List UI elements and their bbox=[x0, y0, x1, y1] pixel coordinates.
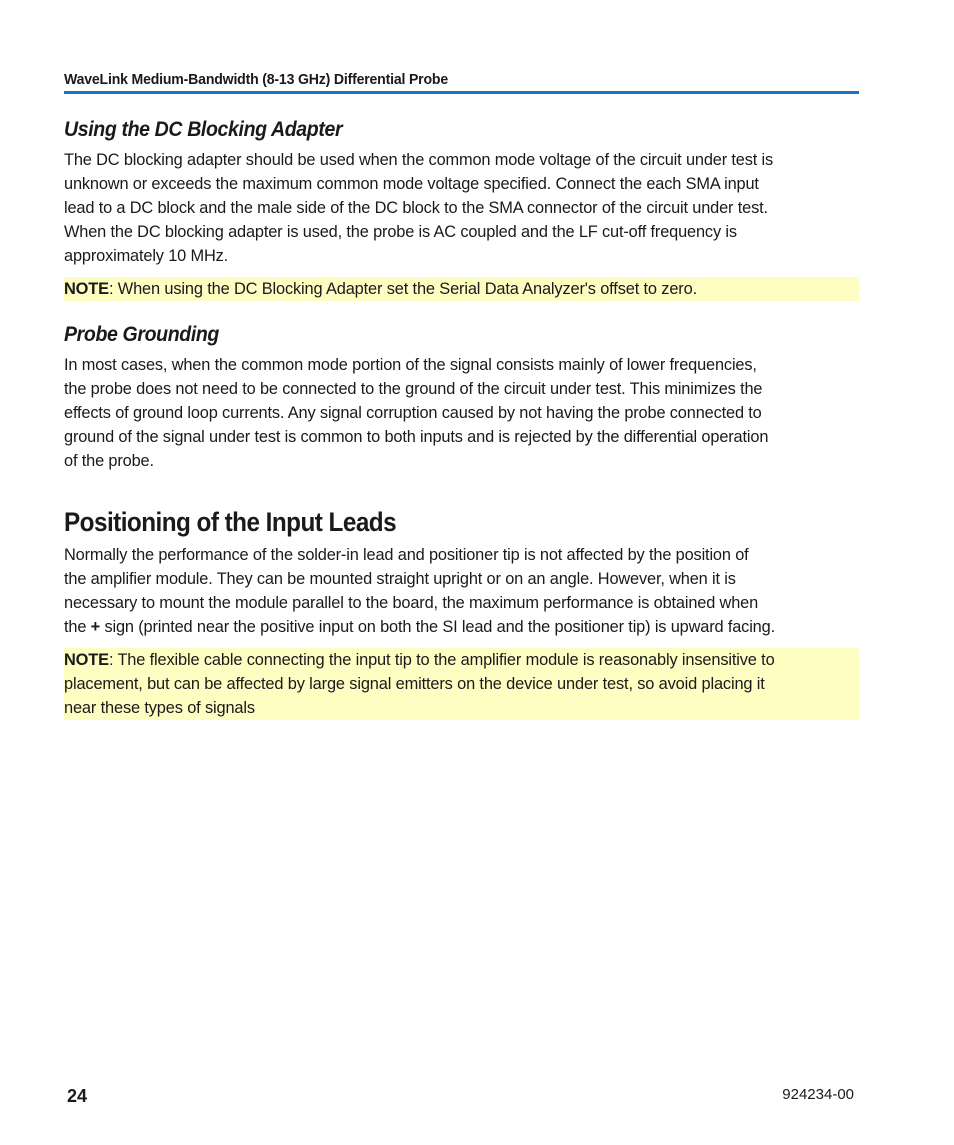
note-label: NOTE bbox=[64, 651, 109, 669]
note-line bbox=[64, 648, 859, 672]
paragraph-line: The DC blocking adapter should be used when the common mode voltage of the circuit under test is bbox=[64, 151, 774, 169]
note-positioning bbox=[64, 648, 859, 720]
paragraph-line: of the probe. bbox=[64, 452, 154, 470]
paragraph-line: effects of ground loop currents. Any signal corruption caused by not having the probe connected to bbox=[64, 404, 762, 422]
plus-sign: + bbox=[90, 618, 101, 636]
paragraph-probe-grounding bbox=[64, 353, 862, 473]
paragraph-line bbox=[64, 615, 860, 639]
heading-dc-blocking-adapter: Using the DC Blocking Adapter bbox=[64, 118, 343, 141]
note-line: placement, but can be affected by large signal emitters on the device under test, so avoid placing it bbox=[64, 675, 765, 693]
note-line: near these types of signals bbox=[64, 699, 255, 717]
document-number: 924234-00 bbox=[782, 1086, 854, 1103]
paragraph-line: ground of the signal under test is common to both inputs and is rejected by the differential operation bbox=[64, 428, 769, 446]
paragraph-line: Normally the performance of the solder-in lead and positioner tip is not affected by the position of bbox=[64, 546, 749, 564]
heading-positioning-input-leads: Positioning of the Input Leads bbox=[64, 507, 397, 537]
paragraph-line: unknown or exceeds the maximum common mode voltage specified. Connect the each SMA input bbox=[64, 175, 759, 193]
paragraph-line: approximately 10 MHz. bbox=[64, 247, 229, 265]
text-run: the bbox=[64, 618, 91, 636]
page-number: 24 bbox=[67, 1086, 88, 1106]
paragraph-line: lead to a DC block and the male side of the DC block to the SMA connector of the circuit under test. bbox=[64, 199, 768, 217]
heading-probe-grounding: Probe Grounding bbox=[64, 323, 219, 346]
running-header-title: WaveLink Medium-Bandwidth (8-13 GHz) Differential Probe bbox=[64, 71, 448, 88]
note-text: : The flexible cable connecting the input tip to the amplifier module is reasonably insensitive to bbox=[108, 651, 775, 669]
note-label: NOTE bbox=[64, 280, 109, 298]
paragraph-line: When the DC blocking adapter is used, the probe is AC coupled and the LF cut-off frequency is bbox=[64, 223, 737, 241]
paragraph-line: In most cases, when the common mode portion of the signal consists mainly of lower frequencies, bbox=[64, 356, 757, 374]
text-run: sign (printed near the positive input on both the SI lead and the positioner tip) is upward facing. bbox=[100, 618, 775, 636]
paragraph-line: the probe does not need to be connected to the ground of the circuit under test. This minimizes the bbox=[64, 380, 763, 398]
paragraph-line: the amplifier module. They can be mounted straight upright or on an angle. However, when it is bbox=[64, 570, 736, 588]
paragraph-dc-blocking bbox=[64, 148, 862, 268]
running-header bbox=[64, 70, 859, 94]
note-text: : When using the DC Blocking Adapter set the Serial Data Analyzer's offset to zero. bbox=[108, 280, 697, 298]
note-dc-blocking bbox=[64, 277, 859, 301]
paragraph-line: necessary to mount the module parallel to the board, the maximum performance is obtained when bbox=[64, 594, 759, 612]
note-line bbox=[64, 277, 859, 301]
paragraph-positioning bbox=[64, 543, 862, 639]
